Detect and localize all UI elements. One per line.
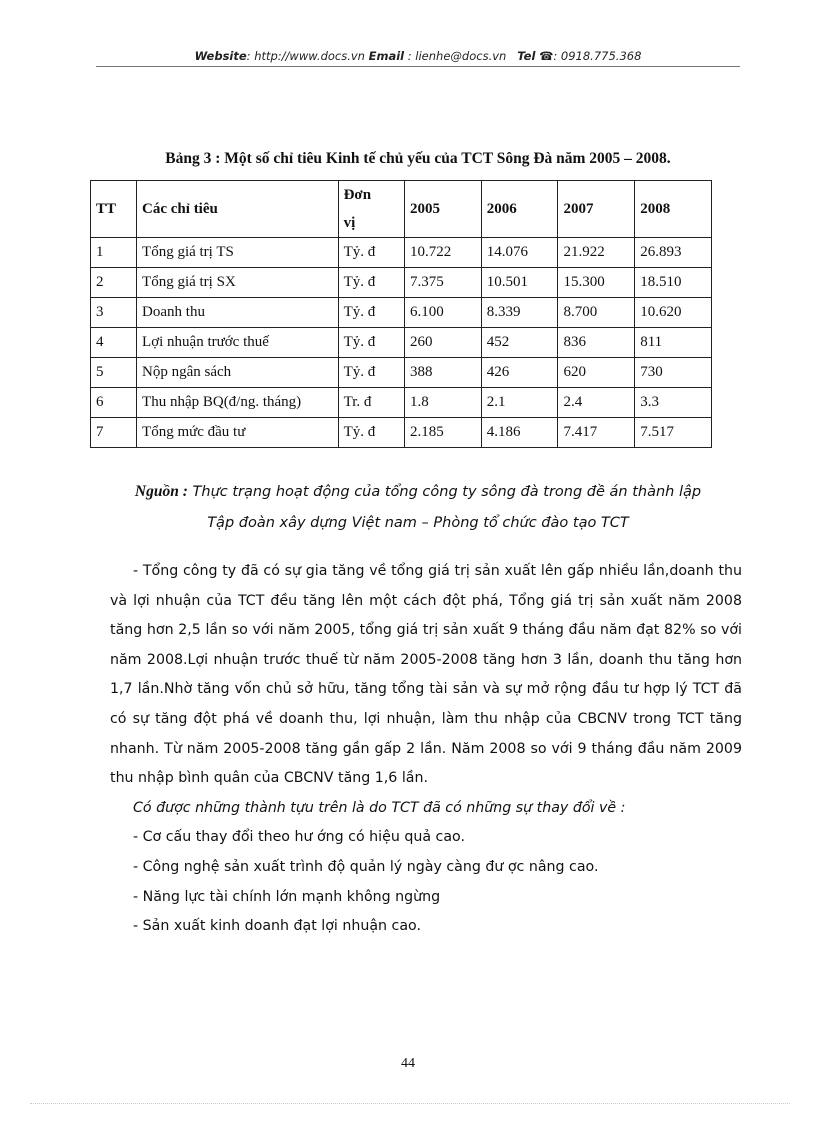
cell-2007: 836 bbox=[558, 328, 635, 358]
table-row bbox=[91, 418, 712, 448]
header-2007: 2007 bbox=[558, 181, 635, 238]
cell-2006: 8.339 bbox=[481, 298, 558, 328]
cell-2007: 620 bbox=[558, 358, 635, 388]
cell-indicator: Tổng giá trị SX bbox=[137, 268, 339, 298]
cell-tt: 4 bbox=[91, 328, 137, 358]
cell-2006: 14.076 bbox=[481, 238, 558, 268]
cell-2008: 730 bbox=[635, 358, 712, 388]
cell-2005: 7.375 bbox=[405, 268, 482, 298]
cell-2006: 2.1 bbox=[481, 388, 558, 418]
cell-2007: 15.300 bbox=[558, 268, 635, 298]
source-line1: Thực trạng hoạt động của tổng công ty sông đà trong đề án thành lập bbox=[192, 484, 702, 500]
cell-2006: 426 bbox=[481, 358, 558, 388]
cell-2005: 6.100 bbox=[405, 298, 482, 328]
table-caption: Bảng 3 : Một số chỉ tiêu Kinh tế chủ yếu của TCT Sông Đà năm 2005 – 2008. bbox=[165, 150, 671, 167]
page-number: 44 bbox=[401, 1056, 415, 1071]
cell-2007: 8.700 bbox=[558, 298, 635, 328]
cell-2005: 10.722 bbox=[405, 238, 482, 268]
cell-2008: 811 bbox=[635, 328, 712, 358]
header-unit-line1: Đơn bbox=[343, 187, 372, 203]
page-bottom-border bbox=[30, 1103, 790, 1104]
source-line2: Tập đoàn xây dựng Việt nam – Phòng tổ chức đào tạo TCT bbox=[207, 515, 629, 531]
tel-label: Tel bbox=[517, 49, 536, 63]
cell-tt: 1 bbox=[91, 238, 137, 268]
cell-tt: 7 bbox=[91, 418, 137, 448]
cell-2008: 18.510 bbox=[635, 268, 712, 298]
cell-unit: Tỷ. đ bbox=[338, 418, 404, 448]
header-2005: 2005 bbox=[405, 181, 482, 238]
cell-unit: Tỷ. đ bbox=[338, 328, 404, 358]
cell-2005: 1.8 bbox=[405, 388, 482, 418]
cell-2008: 26.893 bbox=[635, 238, 712, 268]
header-unit-line2: vị bbox=[343, 215, 356, 231]
cell-2005: 388 bbox=[405, 358, 482, 388]
cell-indicator: Nộp ngân sách bbox=[137, 358, 339, 388]
table-row bbox=[91, 328, 712, 358]
table-row bbox=[91, 238, 712, 268]
email-value: : lienhe@docs.vn bbox=[407, 49, 507, 63]
cell-indicator: Lợi nhuận trước thuế bbox=[137, 328, 339, 358]
cell-unit: Tỷ. đ bbox=[338, 298, 404, 328]
list-item: - Sản xuất kinh doanh đạt lợi nhuận cao. bbox=[133, 918, 421, 935]
cell-2007: 7.417 bbox=[558, 418, 635, 448]
cell-2005: 2.185 bbox=[405, 418, 482, 448]
table-header-row bbox=[91, 181, 712, 238]
cell-2007: 21.922 bbox=[558, 238, 635, 268]
cell-2007: 2.4 bbox=[558, 388, 635, 418]
cell-unit: Tỷ. đ bbox=[338, 238, 404, 268]
cell-indicator: Tổng mức đầu tư bbox=[137, 418, 339, 448]
cell-2008: 3.3 bbox=[635, 388, 712, 418]
page-header bbox=[96, 49, 740, 63]
cell-2005: 260 bbox=[405, 328, 482, 358]
cell-2008: 10.620 bbox=[635, 298, 712, 328]
source-note bbox=[96, 476, 740, 539]
source-label: Nguồn : bbox=[134, 483, 188, 500]
table-row bbox=[91, 358, 712, 388]
cell-unit: Tỷ. đ bbox=[338, 268, 404, 298]
cell-tt: 3 bbox=[91, 298, 137, 328]
cell-unit: Tr. đ bbox=[338, 388, 404, 418]
website-label: Website bbox=[194, 49, 247, 63]
list-item: - Công nghệ sản xuất trình độ quản lý ngày càng đư ợc nâng cao. bbox=[133, 858, 599, 875]
cell-unit: Tỷ. đ bbox=[338, 358, 404, 388]
cell-tt: 6 bbox=[91, 388, 137, 418]
cell-tt: 5 bbox=[91, 358, 137, 388]
header-2008: 2008 bbox=[635, 181, 712, 238]
cell-2008: 7.517 bbox=[635, 418, 712, 448]
list-item: - Cơ cấu thay đổi theo hư ớng có hiệu quả cao. bbox=[133, 829, 465, 846]
body-text bbox=[110, 557, 742, 942]
header-2006: 2006 bbox=[481, 181, 558, 238]
list-item: - Năng lực tài chính lớn mạnh không ngừng bbox=[133, 888, 441, 905]
header-tt: TT bbox=[91, 181, 137, 238]
cell-2006: 4.186 bbox=[481, 418, 558, 448]
economic-indicators-table bbox=[90, 180, 712, 448]
header-divider bbox=[96, 66, 740, 67]
table-row bbox=[91, 298, 712, 328]
email-label: Email bbox=[368, 49, 405, 63]
cell-tt: 2 bbox=[91, 268, 137, 298]
cell-indicator: Thu nhập BQ(đ/ng. tháng) bbox=[137, 388, 339, 418]
tel-value: : 0918.775.368 bbox=[553, 49, 642, 63]
website-value: : http://www.docs.vn bbox=[246, 49, 365, 63]
cell-2006: 452 bbox=[481, 328, 558, 358]
cell-2006: 10.501 bbox=[481, 268, 558, 298]
table-row bbox=[91, 268, 712, 298]
header-unit bbox=[338, 181, 404, 238]
table-row bbox=[91, 388, 712, 418]
cell-indicator: Tổng giá trị TS bbox=[137, 238, 339, 268]
phone-icon: ☎ bbox=[539, 49, 554, 63]
cell-indicator: Doanh thu bbox=[137, 298, 339, 328]
header-indicator: Các chỉ tiêu bbox=[137, 181, 339, 238]
body-paragraph: - Tổng công ty đã có sự gia tăng về tổng giá trị sản xuất lên gấp nhiều lần,doanh thu và lợi nhuận của TCT đều tăng lên một cách đột phá, Tổng giá trị sản xuất năm 2008 tăng hơn 2,5 lần so với năm 2005, tổng giá trị sản xuất 9 tháng đầu năm đạt 82% so với năm 2008.Lợi nhuận trước thuế từ năm 2005-2008 tăng hơn 3 lần, doanh thu tăng hơn 1,7 lần.Nhờ tăng vốn chủ sở hữu, tăng tổng tài sản và sự mở rộng đầu tư hợp lý TCT đã có sự tăng đột phá về doanh thu, lợi nhuận, làm thu nhập của CBCNV trong TCT tăng nhanh. Từ năm 2005-2008 tăng gần gấp 2 lần. Năm 2008 so với 9 tháng đầu năm 2009 thu nhập bình quân của CBCNV tăng 1,6 lần. bbox=[110, 563, 742, 787]
body-lead: Có được những thành tựu trên là do TCT đã có những sự thay đổi về : bbox=[133, 799, 626, 816]
